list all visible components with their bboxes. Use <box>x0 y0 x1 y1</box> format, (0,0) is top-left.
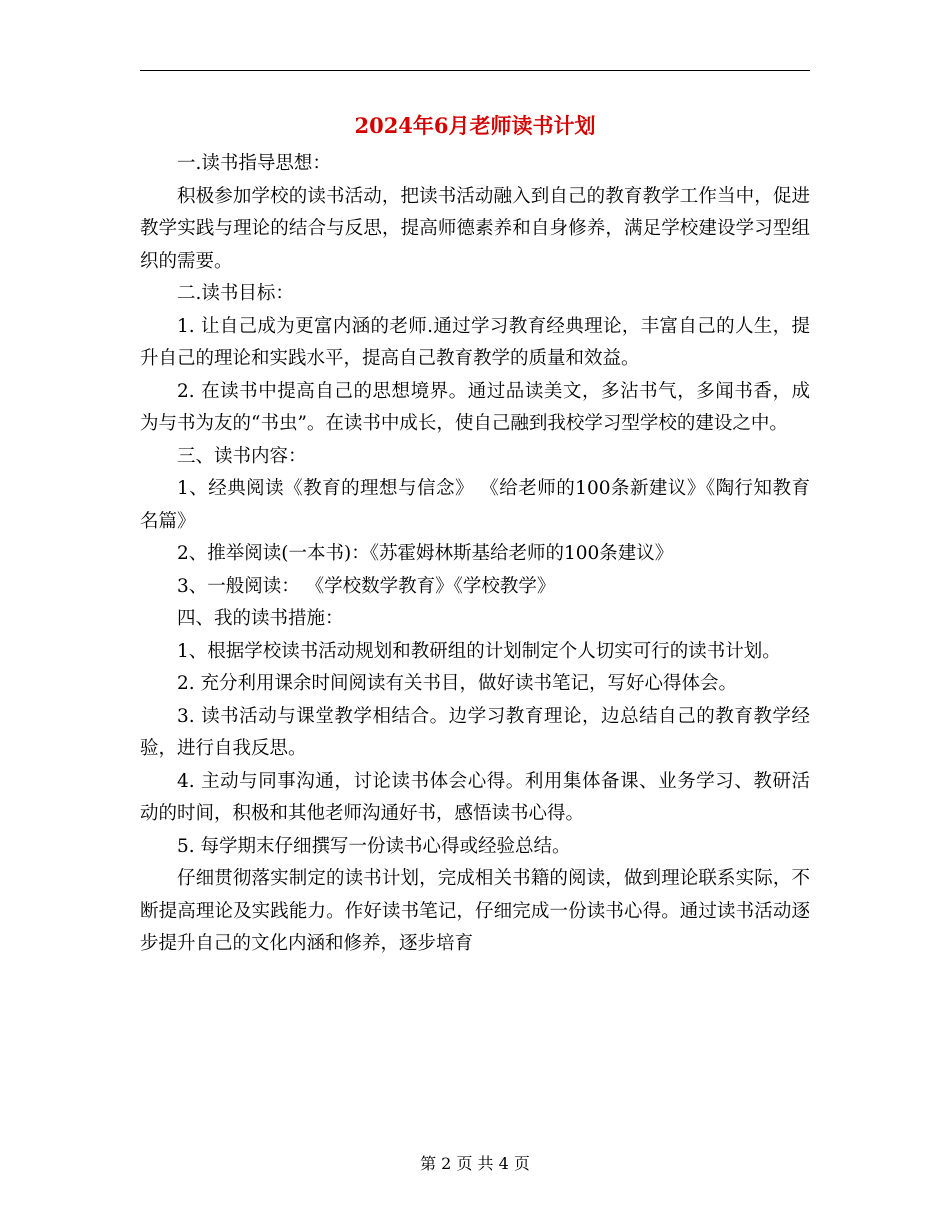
measure-item-3: 3. 读书活动与课堂教学相结合。边学习教育理论，边总结自己的教育教学经验，进行自我反思。 <box>140 705 810 759</box>
measure-item-4: 4. 主动与同事沟通，讨论读书体会心得。利用集体备课、业务学习、教研活动的时间，积极和其他老师沟通好书，感悟读书心得。 <box>140 770 810 824</box>
measure-item-1: 1、根据学校读书活动规划和教研组的计划制定个人切实可行的读书计划。 <box>177 640 781 662</box>
content-item-2: 2、推举阅读(一本书)：《苏霍姆林斯基给老师的100条建议》 <box>177 543 674 564</box>
content-item-3: 3、一般阅读： 《学校数学教育》《学校教学》 <box>177 575 556 597</box>
header-rule <box>140 70 810 71</box>
goal-item-2: 2. 在读书中提高自己的思想境界。通过品读美文，多沾书气，多闻书香，成为与书为友的“书虫”。在读书中成长，使自己融到我校学习型学校的建设之中。 <box>140 380 810 434</box>
page-footer: 第 2 页 共 4 页 <box>420 1154 530 1173</box>
goal-item-1: 1. 让自己成为更富内涵的老师.通过学习教育经典理论，丰富自己的人生，提升自己的理论和实践水平，提高自己教育教学的质量和效益。 <box>140 315 810 369</box>
paragraph-guiding-thought: 积极参加学校的读书活动，把读书活动融入到自己的教育教学工作当中，促进教学实践与理论的结合与反思，提高师德素养和自身修养，满足学校建设学习型组织的需要。 <box>140 185 810 272</box>
document-title: 2024年6月老师读书计划 <box>354 113 596 138</box>
content-item-1: 1、经典阅读《教育的理想与信念》 《给老师的100条新建议》《陶行知教育名篇》 <box>140 478 810 532</box>
document-body <box>140 148 810 961</box>
closing-paragraph: 仔细贯彻落实制定的读书计划，完成相关书籍的阅读，做到理论联系实际，不断提高理论及实践能力。作好读书笔记，仔细完成一份读书心得。通过读书活动逐步提升自己的文化内涵和修养，逐步培育 <box>140 868 810 954</box>
section-heading-content: 三、读书内容： <box>177 445 307 467</box>
section-heading-goals: 二.读书目标： <box>177 283 294 304</box>
section-heading-guiding-thought: 一.读书指导思想： <box>177 153 331 174</box>
measure-item-2: 2. 充分利用课余时间阅读有关书目，做好读书笔记，写好心得体会。 <box>177 673 738 694</box>
measure-item-5: 5. 每学期末仔细撰写一份读书心得或经验总结。 <box>177 835 571 857</box>
section-heading-measures: 四、我的读书措施： <box>177 608 344 629</box>
